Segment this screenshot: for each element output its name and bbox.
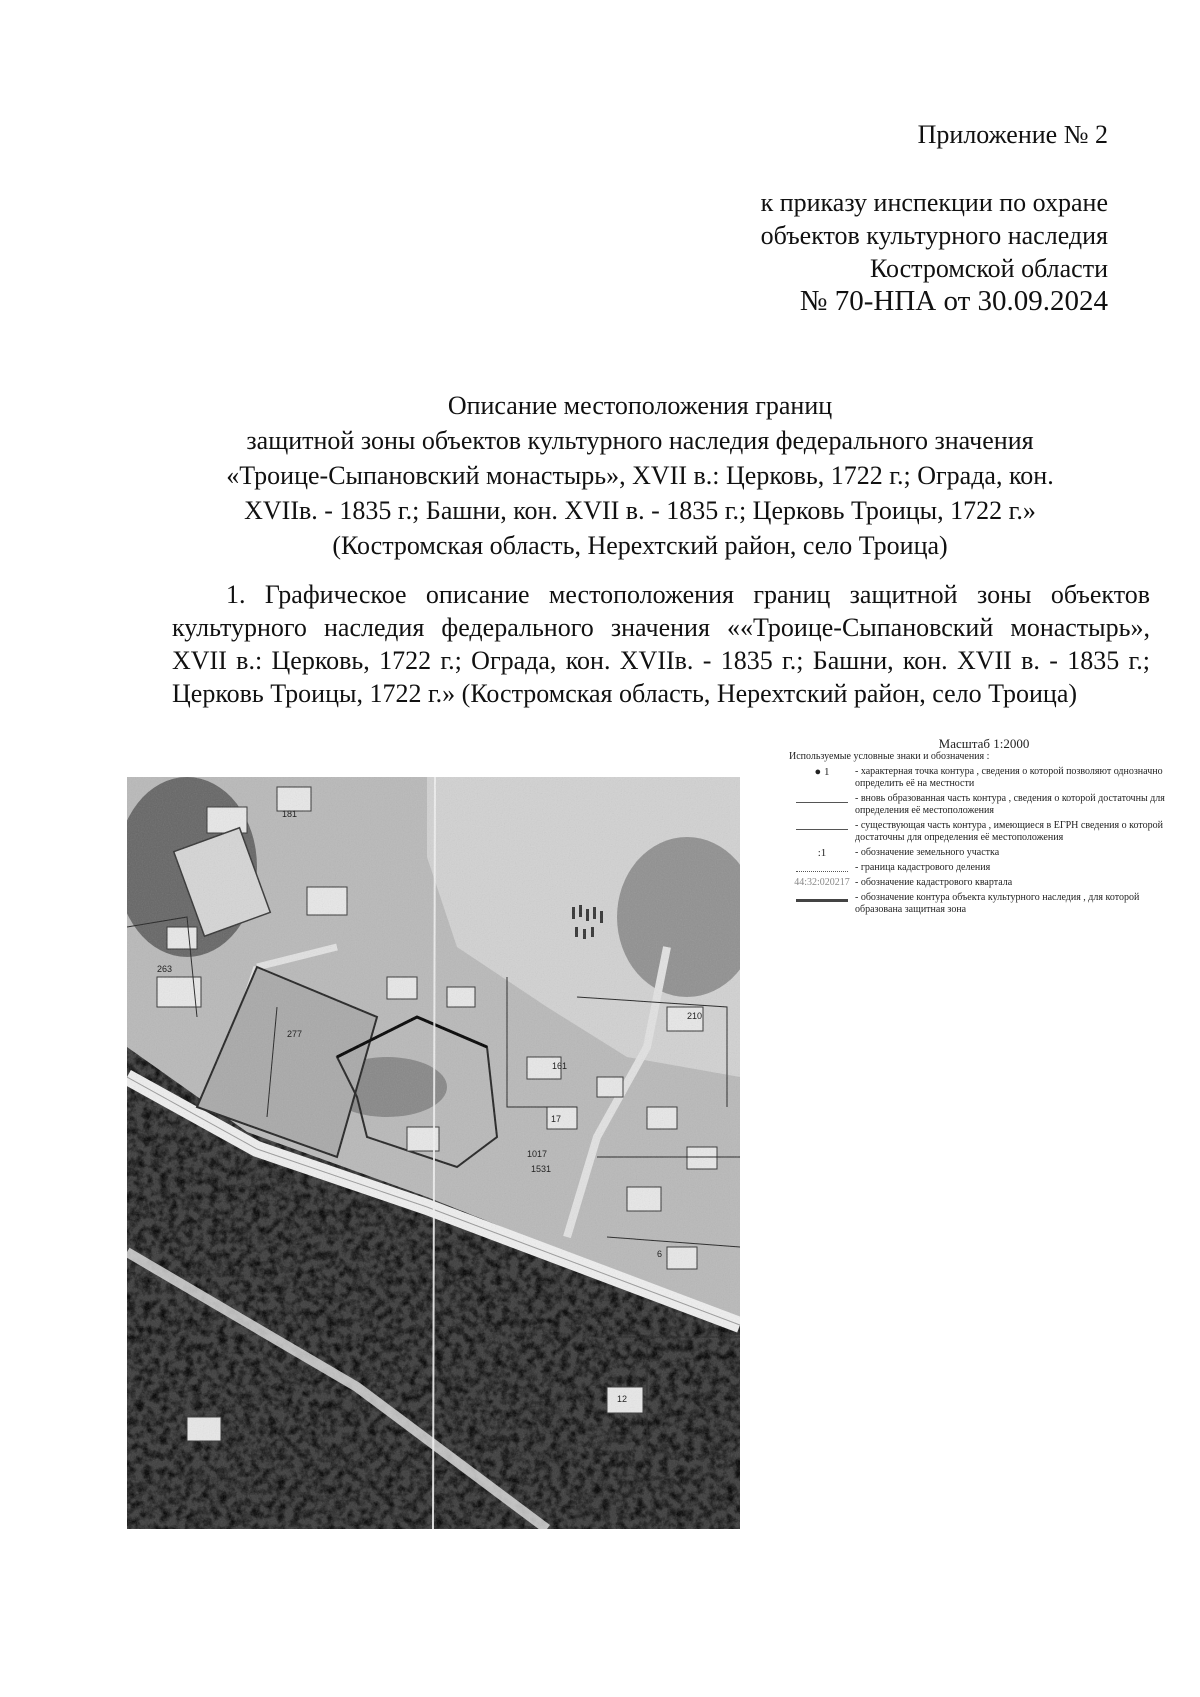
- legend-item: [789, 892, 1179, 916]
- map-label: 277: [287, 1029, 303, 1039]
- map-label: 263: [157, 964, 173, 974]
- legend-heritage-contour-symbol: [789, 892, 855, 904]
- legend-item-text: - обозначение кадастрового квартала: [855, 877, 1013, 888]
- map-label: 161: [552, 1061, 568, 1071]
- appendix-ref-line3: Костромской области: [869, 254, 1108, 283]
- map-label: 1531: [531, 1164, 552, 1174]
- map-legend: [789, 738, 1179, 919]
- legend-item: [789, 766, 1179, 790]
- map-label: 6: [657, 1249, 663, 1259]
- legend-quarter-symbol: 44:32:020217: [794, 877, 850, 888]
- legend-item-text: - вновь образованная часть контура , сведения о которой достаточны для определения её местоположения: [855, 793, 1165, 816]
- section-1-paragraph: 1. Графическое описание местоположения границ защитной зоны объектов культурного наследия федерального значения ««Троице-Сыпановский монастырь», XVII в.: Церковь, 1722 г.; Ограда, кон. XVIIв. - 1835 г.; Башни, кон. XVII в. - 1835 г.; Церковь Троицы, 1722 г.» (Костромская область, Нерехтский район, село Троица): [172, 580, 1150, 708]
- legend-item: [789, 793, 1179, 817]
- aerial-map: [127, 777, 740, 1529]
- map-label: 181: [282, 809, 298, 819]
- legend-item: [789, 877, 1179, 889]
- appendix-reference: [761, 186, 1108, 318]
- legend-item-text: - граница кадастрового деления: [855, 862, 991, 873]
- legend-point-symbol: ● 1: [814, 766, 830, 778]
- legend-existing-contour-symbol: [789, 820, 855, 832]
- aerial-map-image: [127, 777, 740, 1529]
- map-label: 17: [551, 1114, 562, 1124]
- document-title: [160, 388, 1120, 563]
- legend-cadastral-division-symbol: [789, 862, 855, 874]
- title-line-5: (Костромская область, Нерехтский район, село Троица): [332, 531, 948, 560]
- legend-scale: Масштаб 1:2000: [938, 736, 1030, 751]
- title-line-2: защитной зоны объектов культурного наследия федерального значения: [246, 426, 1034, 455]
- map-label: 210: [687, 1011, 703, 1021]
- legend-item-text: - характерная точка контура , сведения о которой позволяют однозначно определить её на местности: [855, 766, 1163, 789]
- legend-item: [789, 847, 1179, 859]
- title-line-1: Описание местоположения границ: [447, 391, 833, 420]
- title-line-3: «Троице-Сыпановский монастырь», XVII в.: Церковь, 1722 г.; Ограда, кон.: [226, 461, 1054, 490]
- legend-item: [789, 862, 1179, 874]
- legend-new-contour-symbol: [789, 793, 855, 805]
- title-line-4: XVIIв. - 1835 г.; Башни, кон. XVII в. - 1835 г.; Церковь Троицы, 1722 г.»: [244, 496, 1036, 525]
- legend-item: [789, 820, 1179, 844]
- appendix-ref-line2: объектов культурного наследия: [760, 221, 1108, 250]
- legend-parcel-symbol: :1: [817, 847, 827, 859]
- appendix-ref-line1: к приказу инспекции по охране: [760, 188, 1108, 217]
- legend-item-text: - обозначение земельного участка: [855, 847, 1000, 858]
- legend-item-text: - существующая часть контура , имеющиеся в ЕГРН сведения о которой достаточны для определения её местоположения: [855, 820, 1163, 843]
- legend-heading: Используемые условные знаки и обозначения :: [789, 751, 990, 762]
- map-label: 1017: [527, 1149, 548, 1159]
- map-label: 12: [617, 1394, 628, 1404]
- appendix-title: [918, 118, 1108, 151]
- legend-item-text: - обозначение контура объекта культурного наследия , для которой образована защитная зона: [855, 892, 1140, 915]
- order-number: № 70-НПА от 30.09.2024: [799, 285, 1108, 317]
- appendix-label: Приложение № 2: [917, 120, 1108, 149]
